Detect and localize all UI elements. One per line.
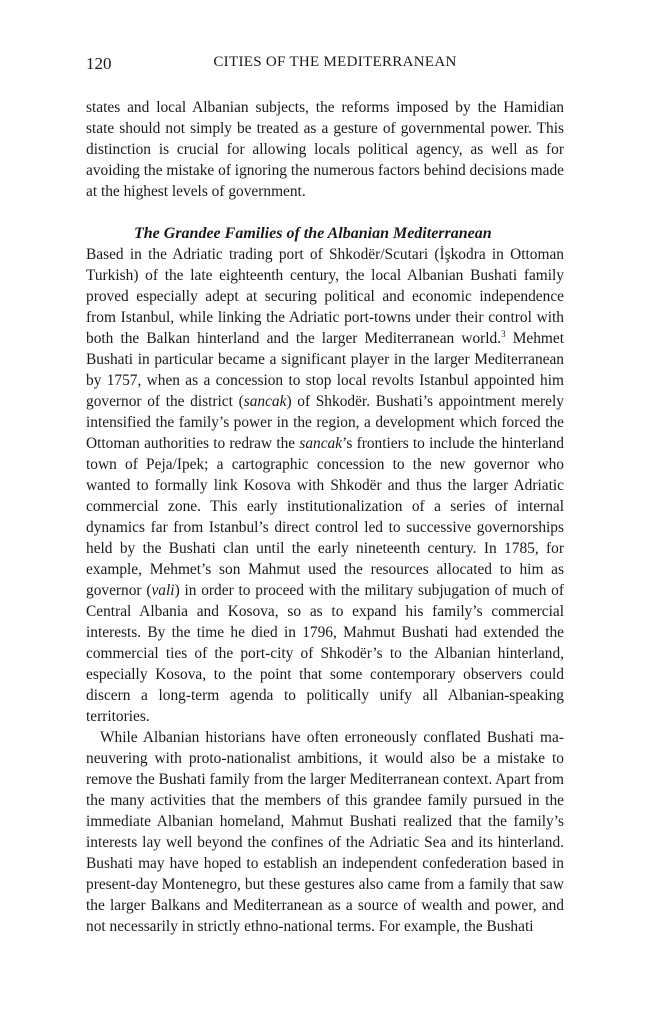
italic-term: sancak <box>299 435 343 452</box>
running-head: CITIES OF THE MEDITERRANEAN <box>213 54 457 70</box>
italic-term: vali <box>151 582 175 599</box>
page-number: 120 <box>86 54 112 73</box>
text-run: ) in order to proceed with the military subjugation of much of Central Albania and Kosova, so as to expand his family’s commercial interests. By the time he died in 1796, Mahmut Bushati had extended the commercial ties of the port-city of Shkodër’s to the Albanian hinterland, especially Kosova, to the point that some contemporary observers could discern a long-term agenda to politically unify all Albanian-speaking territories. <box>86 582 564 725</box>
text-run: Based in the Adriatic trading port of Shkodër/Scutari (İşkodra in Ottoman Turkish) of the late eighteenth century, the local Albanian Bushati family proved especially adept at securing political and economic independence from Istanbul, while linking the Adriatic port-towns under their control with both the Balkan hinterland and the larger Mediterranean world. <box>86 246 564 347</box>
paragraph <box>86 244 564 727</box>
page-header <box>86 54 564 78</box>
text-run: Mehmet Bushati in particular became a significant player in the larger Mediterranean by 1757, when as a concession to stop local revolts Istanbul appointed him governor of the district ( <box>86 330 564 410</box>
section-heading: The Grandee Families of the Albanian Mediterranean <box>134 225 492 242</box>
italic-term: sancak <box>243 393 287 410</box>
footnote-marker: 3 <box>501 329 506 339</box>
text-run: ) of Shkodër. Bushati’s appointment merely intensified the family’s power in the region, a development which forced the Ottoman authorities to redraw the <box>86 393 564 452</box>
body-text <box>86 97 564 937</box>
paragraph: states and local Albanian subjects, the reforms imposed by the Hamidian state should not simply be treated as a gesture of governmental power. This distinction is crucial for allowing locals political agency, as well as for avoiding the mistake of ignoring the numerous factors behind decisions made at the highest levels of government. <box>86 99 564 200</box>
paragraph: While Albanian historians have often erroneously conflated Bushati maneuvering with proto-nationalist ambitions, it would also be a mistake to remove the Bushati family from the larger Mediterranean context. Apart from the many activities that the members of this grandee family pursued in the immediate Albanian homeland, Mahmut Bushati realized that the family’s interests lay well beyond the confines of the Adriatic Sea and its hinterland. Bushati may have hoped to establish an independent confederation based in present-day Montenegro, but these gestures also came from a family that saw the larger Balkans and Mediterranean as a source of wealth and power, and not necessarily in strictly ethno-national terms. For example, the Bushati <box>86 729 564 935</box>
text-run: ’s frontiers to include the hinterland town of Peja/Ipek; a cartographic concession to the new governor who wanted to formally link Kosova with Shkodër and thus the larger Adriatic commercial zone. This early institutionalization of a series of internal dynamics far from Istanbul’s direct control led to successive governorships held by the Bushati clan until the early nineteenth century. In 1785, for example, Mehmet’s son Mahmut used the resources allocated to him as governor ( <box>86 435 564 599</box>
